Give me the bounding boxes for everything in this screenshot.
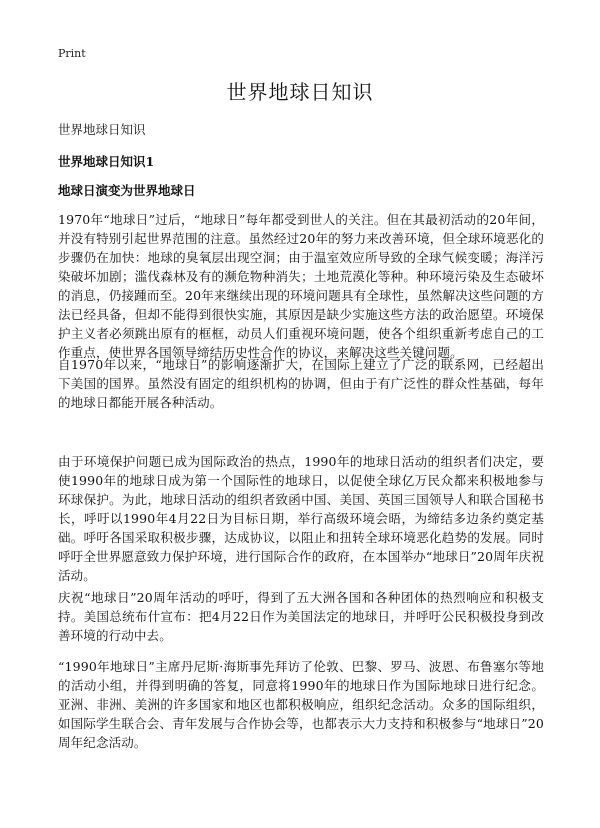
print-link[interactable]: Print xyxy=(58,47,86,60)
paragraph-4: 庆祝“地球日”20周年活动的呼吁，得到了五大洲各国和各种团体的热烈响应和积极支持。美国总统布什宣布：把4月22日作为美国法定的地球日，并呼吁公民积极投身到改善环境的行动中去。 xyxy=(58,590,544,643)
document-subtitle: 世界地球日知识 xyxy=(58,122,146,137)
paragraph-1: 1970年“地球日”过后，“地球日”每年都受到世人的关注。但在其最初活动的20年间，并没有特别引起世界范围的注意。虽然经过20年的努力来改善环境，但全球环境恶化的步骤仍在加快：地球的臭氧层出现空洞；由于温室效应所导致的全球气候变暖；海洋污染破坏加剧；滥伐森林及有的濒危物种消失；土地荒漠化等种。种环境污染及生态破坏的消息，仍接踵而至。20年来继续出现的环境问题具有全球性，虽然解决这些问题的方法已经具备，但却不能得到很快实施，其原因是缺少实施这些方法的政治愿望。环境保护主义者必须跳出原有的框框，动员人们重视环境问题，使各个组织重新考虑自己的工作重点，使世界各国领导缔结历史性合作的协议，来解决这些关键问题。 xyxy=(58,212,544,360)
page-title: 世界地球日知识 xyxy=(226,80,374,104)
paragraph-3: 由于环境保护问题已成为国际政治的热点，1990年的地球日活动的组织者们决定，要使1990年的地球日成为第一个国际性的地球日，以促使全球亿万民众都来积极地参与环球保护。为此，地球日活动的组织者致函中国、美国、英国三国领导人和联合国秘书长，呼吁以1990年4月22日为目标日期，举行高级环境会晤，为缔结多边条约奠定基础。呼吁各国采取积极步骤，达成协议，以阻止和扭转全球环境恶化趋势的发展。同时呼吁全世界愿意致力保护环境，进行国际合作的政府，在本国举办“地球日”20周年庆祝活动。 xyxy=(58,454,544,583)
subsection-heading: 地球日演变为世界地球日 xyxy=(58,183,196,198)
section-heading: 世界地球日知识1 xyxy=(58,154,155,169)
paragraph-2: 自1970年以来，“地球日”的影响逐渐扩大，在国际上建立了广泛的联系网，已经超出下美国的国界。虽然没有固定的组织机构的协调，但由于有广泛性的群众性基础，每年的地球日都能开展各种活动。 xyxy=(58,357,544,410)
paragraph-5: “1990年地球日”主席丹尼斯·海斯事先拜访了伦敦、巴黎、罗马、波恩、布鲁塞尔等地的活动小组，并得到明确的答复，同意将1990年的地球日作为国际地球日进行纪念。亚洲、非洲、美洲的许多国家和地区也都积极响应，组织纪念活动。众多的国际组织，如国际学生联合会、青年发展与合作协会等，也都表示大力支持和积极参与“地球日”20周年纪念活动。 xyxy=(58,659,544,750)
